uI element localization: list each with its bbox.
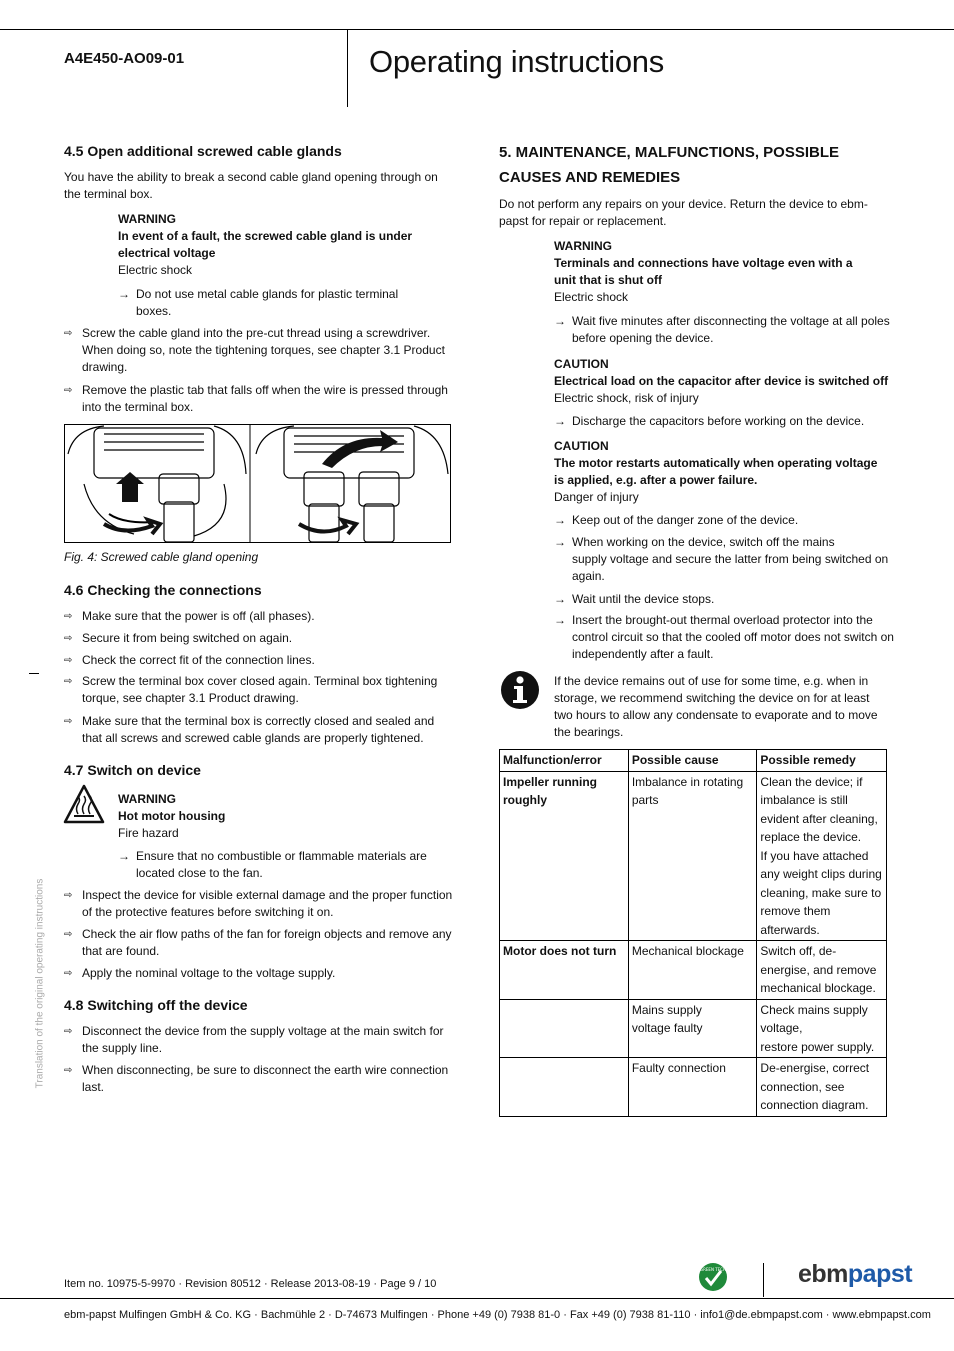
- s46-bullet-5: [64, 713, 454, 751]
- s46-bullet-3: [64, 652, 454, 670]
- bullet-arrow-icon: ⇨: [64, 890, 73, 901]
- bullet-text: that all screws and screwed cable glands are properly tightened.: [82, 731, 424, 745]
- s45-warning-block: [118, 211, 412, 279]
- column-header: Possible remedy: [757, 750, 887, 772]
- remedy-text: If you have attached any weight clips during cleaning, make sure to remove them afterwards.: [760, 848, 882, 937]
- bullet-arrow-icon: ⇨: [64, 611, 73, 622]
- header-divider: [347, 29, 348, 107]
- section-5-heading-2: CAUSES AND REMEDIES: [499, 169, 681, 186]
- action-line: Discharge the capacitors before working on the device.: [572, 414, 865, 428]
- bullet-arrow-icon: ⇨: [64, 655, 73, 666]
- warning-title-1: Terminals and connections have voltage even with a: [554, 256, 853, 270]
- s45-intro-1: You have the ability to break a second cable gland opening through on: [64, 170, 438, 184]
- action-line: When working on the device, switch off the mains: [572, 535, 835, 549]
- action-line: again.: [572, 569, 605, 583]
- bullet-text: When doing so, note the tightening torques, see chapter 3.1 Product: [82, 343, 445, 357]
- bullet-arrow-icon: ⇨: [64, 676, 73, 687]
- table-cell: Imbalance in rotating parts: [628, 771, 757, 941]
- warning-effect: Fire hazard: [118, 826, 179, 840]
- arrow-icon: →: [554, 513, 566, 527]
- caution-title: Electrical load on the capacitor after device is switched off: [554, 374, 889, 388]
- ebmpapst-logo[interactable]: [798, 1260, 912, 1289]
- bullet-text: Secure it from being switched on again.: [82, 631, 293, 645]
- caution-label: CAUTION: [554, 357, 609, 371]
- s47-bullet-2: [64, 926, 454, 964]
- table-cell: Faulty connection: [628, 1058, 757, 1117]
- bullet-arrow-icon: ⇨: [64, 1065, 73, 1076]
- info-line-1: If the device remains out of use for some time, e.g. when in: [554, 674, 869, 688]
- caution-effect: Danger of injury: [554, 490, 639, 504]
- section-4-7-heading: 4.7 Switch on device: [64, 762, 201, 778]
- sidebar-translation-note: Translation of the original operating instructions: [34, 878, 46, 1089]
- company-address: ebm-papst Mulfingen GmbH & Co. KG · Bachmühle 2 · D-74673 Mulfingen · Phone +49 (0) 7938 81-0 · Fax +49 (0) 7938 81-110 · info1@de.ebmpapst.com · www.ebmpapst.com: [64, 1309, 931, 1321]
- footer-divider: [763, 1263, 764, 1297]
- action-line-1: Wait five minutes after disconnecting the voltage at all poles: [572, 314, 890, 328]
- action-line-1: Do not use metal cable glands for plastic terminal: [136, 287, 399, 301]
- warning-title-2: electrical voltage: [118, 246, 216, 260]
- figure-caption: Fig. 4: Screwed cable gland opening: [64, 550, 259, 564]
- figure-cable-gland-opening: [64, 424, 451, 544]
- section-4-5-heading: 4.5 Open additional screwed cable glands: [64, 143, 342, 159]
- arrow-icon: →: [554, 592, 566, 606]
- bullet-text: Apply the nominal voltage to the voltage supply.: [82, 966, 336, 980]
- bullet-text: Check the air flow paths of the fan for foreign objects and remove any: [82, 927, 452, 941]
- caution-title-1: The motor restarts automatically when operating voltage: [554, 456, 878, 470]
- header-top-rule: [0, 29, 954, 30]
- section-4-8-heading: 4.8 Switching off the device: [64, 997, 248, 1013]
- table-row: [500, 941, 887, 1000]
- table-cell: Mechanical blockage: [628, 941, 757, 1000]
- bullet-text: Disconnect the device from the supply voltage at the main switch for: [82, 1024, 444, 1038]
- s5-caution-2-action-3: [554, 591, 894, 609]
- bullet-text: Make sure that the terminal box is correctly closed and sealed and: [82, 714, 435, 728]
- section-5-heading-1: 5. MAINTENANCE, MALFUNCTIONS, POSSIBLE: [499, 144, 840, 161]
- column-header: Malfunction/error: [500, 750, 629, 772]
- arrow-icon: →: [554, 314, 566, 328]
- s5-caution-2-action-4: [554, 612, 899, 667]
- arrow-icon: →: [554, 613, 566, 627]
- cause-text: voltage faulty: [631, 1021, 703, 1035]
- info-line-4: the bearings.: [554, 725, 624, 739]
- bullet-text: drawing.: [82, 360, 128, 374]
- s46-bullet-2: [64, 630, 454, 648]
- info-line-2: storage, we recommend switching the device on for at least: [554, 691, 870, 705]
- info-icon: [499, 670, 541, 710]
- table-cell: De-energise, correct connection, see connection diagram.: [757, 1058, 887, 1117]
- warning-label: WARNING: [554, 239, 612, 253]
- warning-effect: Electric shock: [554, 290, 629, 304]
- bullet-text: When disconnecting, be sure to disconnect the earth wire connection: [82, 1063, 449, 1077]
- bullet-arrow-icon: ⇨: [64, 1026, 73, 1037]
- bullet-text: Make sure that the power is off (all phases).: [82, 609, 315, 623]
- s5-intro-1: Do not perform any repairs on your device. Return the device to ebm-: [499, 197, 868, 211]
- s5-caution-1-action: [554, 413, 894, 431]
- item-number-line: Item no. 10975-5-9970 · Revision 80512 · Release 2013-08-19 · Page 9 / 10: [64, 1278, 437, 1290]
- section-4-6-heading: 4.6 Checking the connections: [64, 582, 262, 598]
- s5-caution-1-block: [554, 356, 888, 407]
- column-header: Possible cause: [628, 750, 757, 772]
- action-line: Insert the brought-out thermal overload protector into the: [572, 613, 873, 627]
- table-cell: Motor does not turn: [500, 941, 629, 1000]
- arrow-icon: →: [554, 414, 566, 428]
- page-title: Operating instructions: [369, 44, 664, 79]
- s5-caution-2-action-1: [554, 512, 894, 530]
- action-line-2: located close to the fan.: [136, 866, 263, 880]
- table-cell: Switch off, de-energise, and remove mechanical blockage.: [757, 941, 887, 1000]
- logo-papst: papst: [847, 1260, 913, 1288]
- margin-mark: [29, 673, 39, 674]
- action-line-2: boxes.: [136, 304, 172, 318]
- action-line: Keep out of the danger zone of the device.: [572, 513, 799, 527]
- remedy-text: Check mains supply voltage,: [760, 1002, 868, 1035]
- s5-warning-action: [554, 313, 894, 351]
- s5-warning-block: [554, 238, 853, 306]
- bullet-text: into the terminal box.: [82, 400, 194, 414]
- logo-ebm: ebm: [798, 1260, 848, 1288]
- action-line-2: before opening the device.: [572, 331, 714, 345]
- footer-rule: [0, 1298, 954, 1299]
- bullet-text: Remove the plastic tab that falls off when the wire is pressed through: [82, 383, 448, 397]
- warning-title-1: In event of a fault, the screwed cable gland is under: [118, 229, 413, 243]
- arrow-icon: →: [554, 535, 566, 549]
- warning-title-2: unit that is shut off: [554, 273, 662, 287]
- s47-bullet-1: [64, 887, 454, 925]
- action-line: Wait until the device stops.: [572, 592, 715, 606]
- bullet-text: Inspect the device for visible external damage and the proper function: [82, 888, 453, 902]
- table-cell: [757, 771, 887, 941]
- s5-caution-2-action-2: [554, 534, 894, 589]
- bullet-text: torque, see chapter 3.1 Product drawing.: [82, 691, 299, 705]
- remedy-text: restore power supply.: [760, 1039, 875, 1054]
- s46-bullet-4: [64, 673, 454, 711]
- model-number: A4E450-AO09-01: [64, 50, 185, 67]
- bullet-text: the supply line.: [82, 1041, 163, 1055]
- bullet-arrow-icon: ⇨: [64, 929, 73, 940]
- warning-effect: Electric shock: [118, 263, 193, 277]
- table-row: [500, 999, 887, 1058]
- s46-bullet-1: [64, 608, 454, 626]
- table-header-row: [500, 750, 887, 772]
- s45-bullet-1: [64, 325, 454, 380]
- action-line: supply voltage and secure the latter from being switched on: [572, 552, 889, 566]
- bullet-text: last.: [82, 1080, 105, 1094]
- table-cell: Impeller running roughly: [500, 771, 629, 941]
- action-line: independently after a fault.: [572, 647, 714, 661]
- s45-bullet-2: [64, 382, 454, 420]
- table-cell: [500, 999, 629, 1058]
- bullet-arrow-icon: ⇨: [64, 385, 73, 396]
- bullet-text: that are found.: [82, 944, 160, 958]
- badge-text: GREEN TECH: [700, 1267, 726, 1272]
- remedy-text: Clean the device; if imbalance is still evident after cleaning, replace the device.: [760, 774, 878, 844]
- table-cell: [757, 999, 887, 1058]
- s48-bullet-2: [64, 1062, 454, 1100]
- s45-intro-2: the terminal box.: [64, 187, 153, 201]
- s47-bullet-3: [64, 965, 454, 983]
- s47-warning-block: [118, 791, 225, 842]
- arrow-icon: →: [118, 287, 130, 301]
- malfunction-table: [499, 749, 887, 1117]
- s48-bullet-1: [64, 1023, 454, 1061]
- bullet-text: Screw the cable gland into the pre-cut thread using a screwdriver.: [82, 326, 431, 340]
- bullet-arrow-icon: ⇨: [64, 328, 73, 339]
- caution-title-2: is applied, e.g. after a power failure.: [554, 473, 758, 487]
- table-row: [500, 771, 887, 941]
- hot-surface-warning-icon: [63, 784, 105, 824]
- caution-label: CAUTION: [554, 439, 609, 453]
- bullet-arrow-icon: ⇨: [64, 968, 73, 979]
- table-cell: [500, 1058, 629, 1117]
- warning-label: WARNING: [118, 792, 176, 806]
- table-row: [500, 1058, 887, 1117]
- bullet-text: Check the correct fit of the connection lines.: [82, 653, 315, 667]
- action-line-1: Ensure that no combustible or flammable materials are: [136, 849, 427, 863]
- caution-effect: Electric shock, risk of injury: [554, 391, 699, 405]
- bullet-arrow-icon: ⇨: [64, 716, 73, 727]
- warning-label: WARNING: [118, 212, 176, 226]
- cause-text: Mains supply: [631, 1002, 702, 1017]
- warning-title: Hot motor housing: [118, 809, 226, 823]
- s5-intro-2: papst for repair or replacement.: [499, 214, 667, 228]
- s47-warning-action: [118, 848, 448, 888]
- s45-warning-action: [118, 286, 448, 326]
- bullet-text: of the protective features before switching it on.: [82, 905, 334, 919]
- green-tech-badge-icon: [698, 1262, 728, 1292]
- arrow-icon: →: [118, 849, 130, 863]
- info-line-3: two hours to allow any condensate to evaporate and to move: [554, 708, 878, 722]
- bullet-arrow-icon: ⇨: [64, 633, 73, 644]
- table-cell: [628, 999, 757, 1058]
- bullet-text: Screw the terminal box cover closed again. Terminal box tightening: [82, 674, 438, 688]
- s5-caution-2-block: [554, 438, 877, 506]
- action-line: control circuit so that the cooled off motor does not switch on: [572, 630, 894, 644]
- info-note: [554, 673, 878, 741]
